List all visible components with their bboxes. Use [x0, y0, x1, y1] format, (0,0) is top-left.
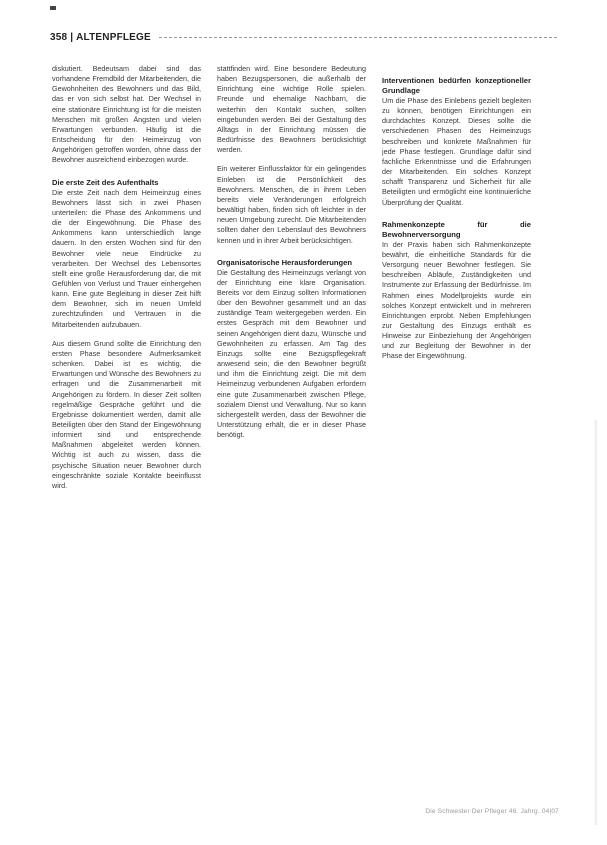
body-paragraph: diskutiert. Bedeutsam dabei sind das vorhandene Fremdbild der Mitarbeitenden, die Gewohnheiten des Bewohners und das Bild, das er von sich selbst hat. Der Wechsel in eine stationäre Einrichtung ist für die meisten Menschen mit großen Ängsten und vielen Erwartungen verbunden. Häufig ist die Entscheidung für den Heimeinzug von Angehörigen getroffen worden, ohne dass der Bewohner ausreichend einbezogen wurde. — [52, 64, 201, 165]
text-column-3 — [382, 64, 531, 371]
body-paragraph: In der Praxis haben sich Rahmenkonzepte bewährt, die einheitliche Standards für die Versorgung neuer Bewohner festlegen. Sie beschreiben Abläufe, Zuständigkeiten und Instrumente zur Erfassung der Bedürfnisse. Im Rahmen eines Modellprojekts wurde ein solches Konzept entwickelt und in mehreren Einrichtungen erprobt. Neben Empfehlungen zur Gestaltung des Einzugs enthält es Hinweise zur Einbeziehung der Angehörigen und zur Begleitung der Bewohner in der Phase der Eingewöhnung. — [382, 239, 531, 361]
body-paragraph: Aus diesem Grund sollte die Einrichtung den ersten Phase besondere Aufmerksamkeit schenken. Dabei ist es wichtig, die Erwartungen und Wünsche des Bewohners zu erfragen und die Zusammenarbeit mit Angehörigen zu fördern. In dieser Zeit sollten regelmäßige Gespräche geführt und die Ergebnisse dokumentiert werden, damit alle Beteiligten über den Stand der Eingewöhnung informiert sind und entsprechende Maßnahmen abgeleitet werden können. Wichtig ist auch zu wissen, dass die psychische Situation neuer Bewohner durch eingeschränkte soziale Kontakte beeinflusst wird. — [52, 338, 201, 490]
binding-shadow — [593, 420, 597, 825]
corner-crop-mark — [50, 6, 56, 10]
running-header — [50, 30, 557, 44]
header-separator: | — [70, 31, 74, 43]
body-paragraph: Um die Phase des Einlebens gezielt begleiten zu können, benötigen Einrichtungen ein durchdachtes Konzept. Dieses sollte die verschiedenen Phasen des Heimeinzugs beschreiben und konkrete Maßnahmen für jede Phase festlegen. Grundlage dafür sind fachliche Erkenntnisse und die Erfahrungen der Mitarbeitenden. Ein solches Konzept schafft Transparenz und Sicherheit für alle Beteiligten und ermöglicht eine kontinuierliche Überprüfung der Qualität. — [382, 96, 531, 207]
subheading: Organisatorische Herausforderungen — [217, 257, 353, 267]
body-paragraph: stattfinden wird. Eine besondere Bedeutung haben Bezugspersonen, die außerhalb der Einrichtung eine wichtige Rolle spielen. Freunde und ehemalige Nachbarn, die weiterhin den Kontakt suchen, sollten eingebunden werden. Bei der Gestaltung des Alltags in der Einrichtung müssen die Bedürfnisse des Bewohners berücksichtigt werden. — [217, 64, 366, 155]
text-column-1 — [52, 64, 201, 500]
page-number: 358 — [50, 31, 68, 43]
header-rule — [159, 37, 557, 38]
subheading: Interventionen bedürfen konzeptioneller Grundlage — [382, 76, 531, 95]
body-paragraph: Ein weiterer Einflussfaktor für ein gelingendes Einleben ist die Persönlichkeit des Bewohners. Menschen, die in ihrem Leben bereits viele Veränderungen erfolgreich bewältigt haben, finden sich oft leichter in der neuen Umgebung zurecht. Die Mitarbeitenden sollten daher den Lebenslauf des Bewohners kennen und in ihrer Arbeit berücksichtigen. — [217, 164, 366, 245]
text-column-2 — [217, 64, 366, 449]
body-paragraph: Die erste Zeit nach dem Heimeinzug eines Bewohners lässt sich in zwei Phasen unterteilen: die Phase des Ankommens und die der Eingewöhnung. Die Phase des Ankommens kann unterschiedlich lange dauern. In den ersten Wochen sind für den Bewohner viele neue Eindrücke zu verarbeiten. Der Wechsel des Lebensortes stellt eine große Herausforderung dar, die mit Gefühlen von Verlust und Trauer einhergehen kann. Eine gute Begleitung in dieser Zeit hilft dem Bewohner, sich im neuen Umfeld zurechtzufinden und Vertrauen in die Mitarbeitenden aufzubauen. — [52, 187, 201, 329]
body-paragraph: Die Gestaltung des Heimeinzugs verlangt von der Einrichtung eine klare Organisation. Bereits vor dem Einzug sollten Informationen über den Bewohner gesammelt und an das zuständige Team weitergegeben werden. Ein erstes Gespräch mit dem Bewohner und seinen Angehörigen dient dazu, Wünsche und Gewohnheiten zu erfassen. Am Tag des Einzugs sollte eine Bezugspflegekraft anwesend sein, die den Bewohner begrüßt und ihm die Einrichtung zeigt. Die mit dem Heimeinzug verbundenen Aufgaben erfordern eine gute Zusammenarbeit zwischen Pflege, sozialem Dienst und Verwaltung. Nur so kann sichergestellt werden, dass der Bewohner die Unterstützung erhält, die er in dieser Phase benötigt. — [217, 267, 366, 440]
section-title: ALTENPFLEGE — [76, 31, 151, 43]
subheading: Rahmenkonzepte für die Bewohnerversorgung — [382, 219, 531, 239]
subheading: Die erste Zeit des Aufenthalts — [52, 177, 159, 187]
footer-reference: Die Schwester Der Pfleger 46. Jahrg. 04|07 — [425, 808, 559, 815]
